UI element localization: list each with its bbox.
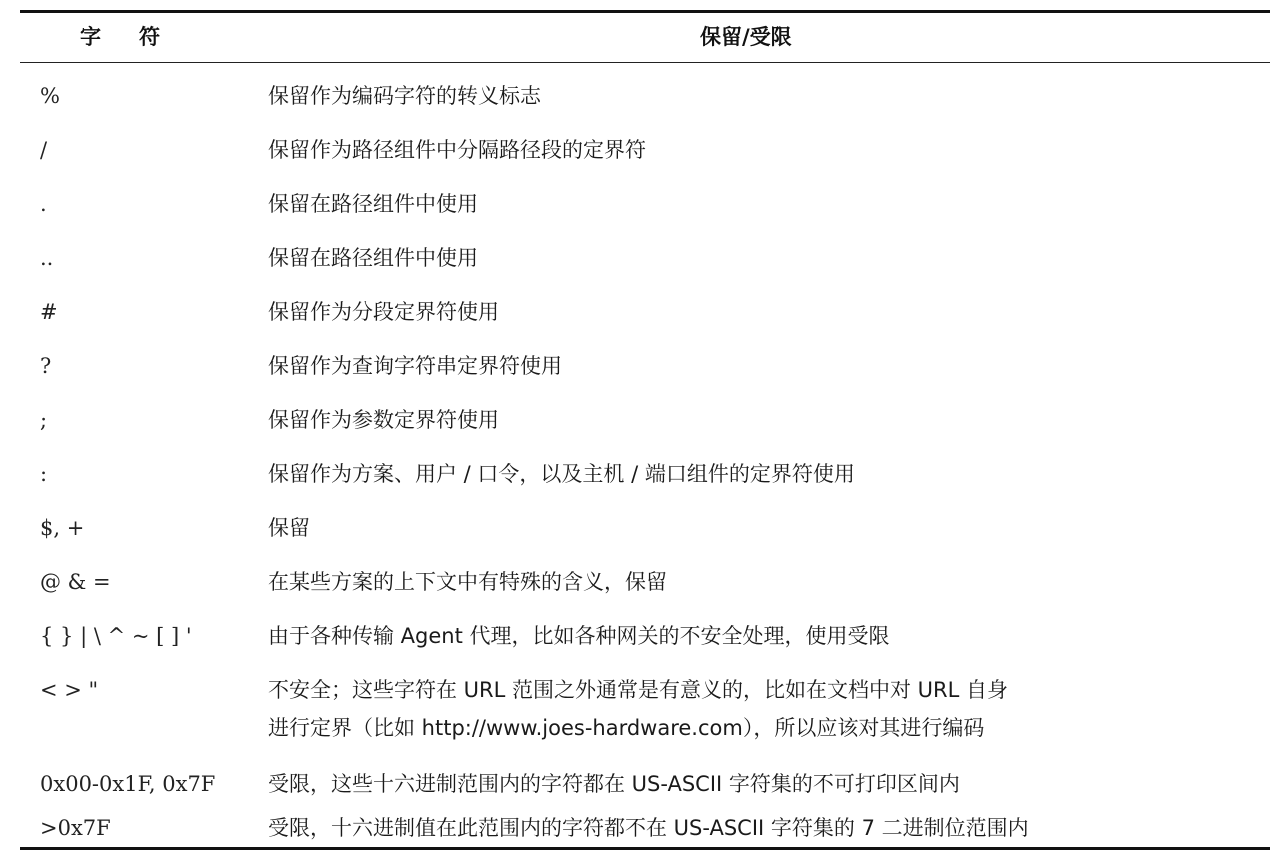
table-row bbox=[20, 504, 1270, 552]
row-char: < > " bbox=[40, 678, 99, 702]
table-row bbox=[20, 126, 1270, 174]
row-char: : bbox=[40, 462, 48, 486]
row-desc: 保留作为查询字符串定界符使用 bbox=[268, 354, 562, 378]
row-char: .. bbox=[40, 246, 54, 270]
row-desc: 保留在路径组件中使用 bbox=[268, 192, 478, 216]
table-row bbox=[20, 558, 1270, 606]
row-desc: 受限，十六进制值在此范围内的字符都不在 US-ASCII 字符集的 7 二进制位范围内 bbox=[268, 816, 1029, 840]
table-row bbox=[20, 234, 1270, 282]
table-row bbox=[20, 666, 1270, 750]
row-desc: 由于各种传输 Agent 代理，比如各种网关的不安全处理，使用受限 bbox=[268, 624, 890, 648]
row-desc: 保留作为编码字符的转义标志 bbox=[268, 84, 541, 108]
row-desc: 保留作为方案、用户 / 口令，以及主机 / 端口组件的定界符使用 bbox=[268, 462, 855, 486]
header-char-column: 字符 bbox=[80, 25, 198, 49]
table-row bbox=[20, 612, 1270, 660]
table-row bbox=[20, 396, 1270, 444]
row-desc: 保留作为路径组件中分隔路径段的定界符 bbox=[268, 138, 646, 162]
row-desc-line-1: 不安全；这些字符在 URL 范围之外通常是有意义的，比如在文档中对 URL 自身 bbox=[268, 678, 1009, 702]
row-desc: 受限，这些十六进制范围内的字符都在 US-ASCII 字符集的不可打印区间内 bbox=[268, 772, 960, 796]
row-char: ? bbox=[40, 354, 52, 378]
table-row bbox=[20, 72, 1270, 120]
header-desc-column: 保留/受限 bbox=[700, 25, 792, 49]
row-desc: 在某些方案的上下文中有特殊的含义，保留 bbox=[268, 570, 667, 594]
row-desc-line-2: 进行定界（比如 http://www.joes-hardware.com），所以应该对其进行编码 bbox=[268, 716, 985, 740]
table-row bbox=[20, 342, 1270, 390]
table-row bbox=[20, 450, 1270, 498]
table-bottom-rule bbox=[20, 847, 1270, 850]
table-top-rule bbox=[20, 10, 1270, 13]
table-header-rule bbox=[20, 62, 1270, 63]
row-char: % bbox=[40, 84, 60, 108]
row-char: $, + bbox=[40, 516, 85, 540]
row-desc: 保留在路径组件中使用 bbox=[268, 246, 478, 270]
row-char: # bbox=[40, 300, 58, 324]
row-char: >0x7F bbox=[40, 816, 111, 840]
table-row bbox=[20, 760, 1270, 808]
row-desc: 保留作为分段定界符使用 bbox=[268, 300, 499, 324]
row-char: . bbox=[40, 192, 47, 216]
row-desc: 保留 bbox=[268, 516, 310, 540]
row-char: @ & = bbox=[40, 570, 111, 594]
table-header-row bbox=[20, 14, 1270, 60]
row-char: / bbox=[40, 138, 48, 162]
table-row bbox=[20, 180, 1270, 228]
row-char: 0x00-0x1F, 0x7F bbox=[40, 772, 216, 796]
row-char: ; bbox=[40, 408, 48, 432]
table-row bbox=[20, 288, 1270, 336]
reserved-characters-table bbox=[20, 10, 1270, 852]
row-char: { } | \ ^ ~ [ ] ' bbox=[40, 624, 192, 648]
row-desc: 保留作为参数定界符使用 bbox=[268, 408, 499, 432]
table-row bbox=[20, 804, 1270, 852]
